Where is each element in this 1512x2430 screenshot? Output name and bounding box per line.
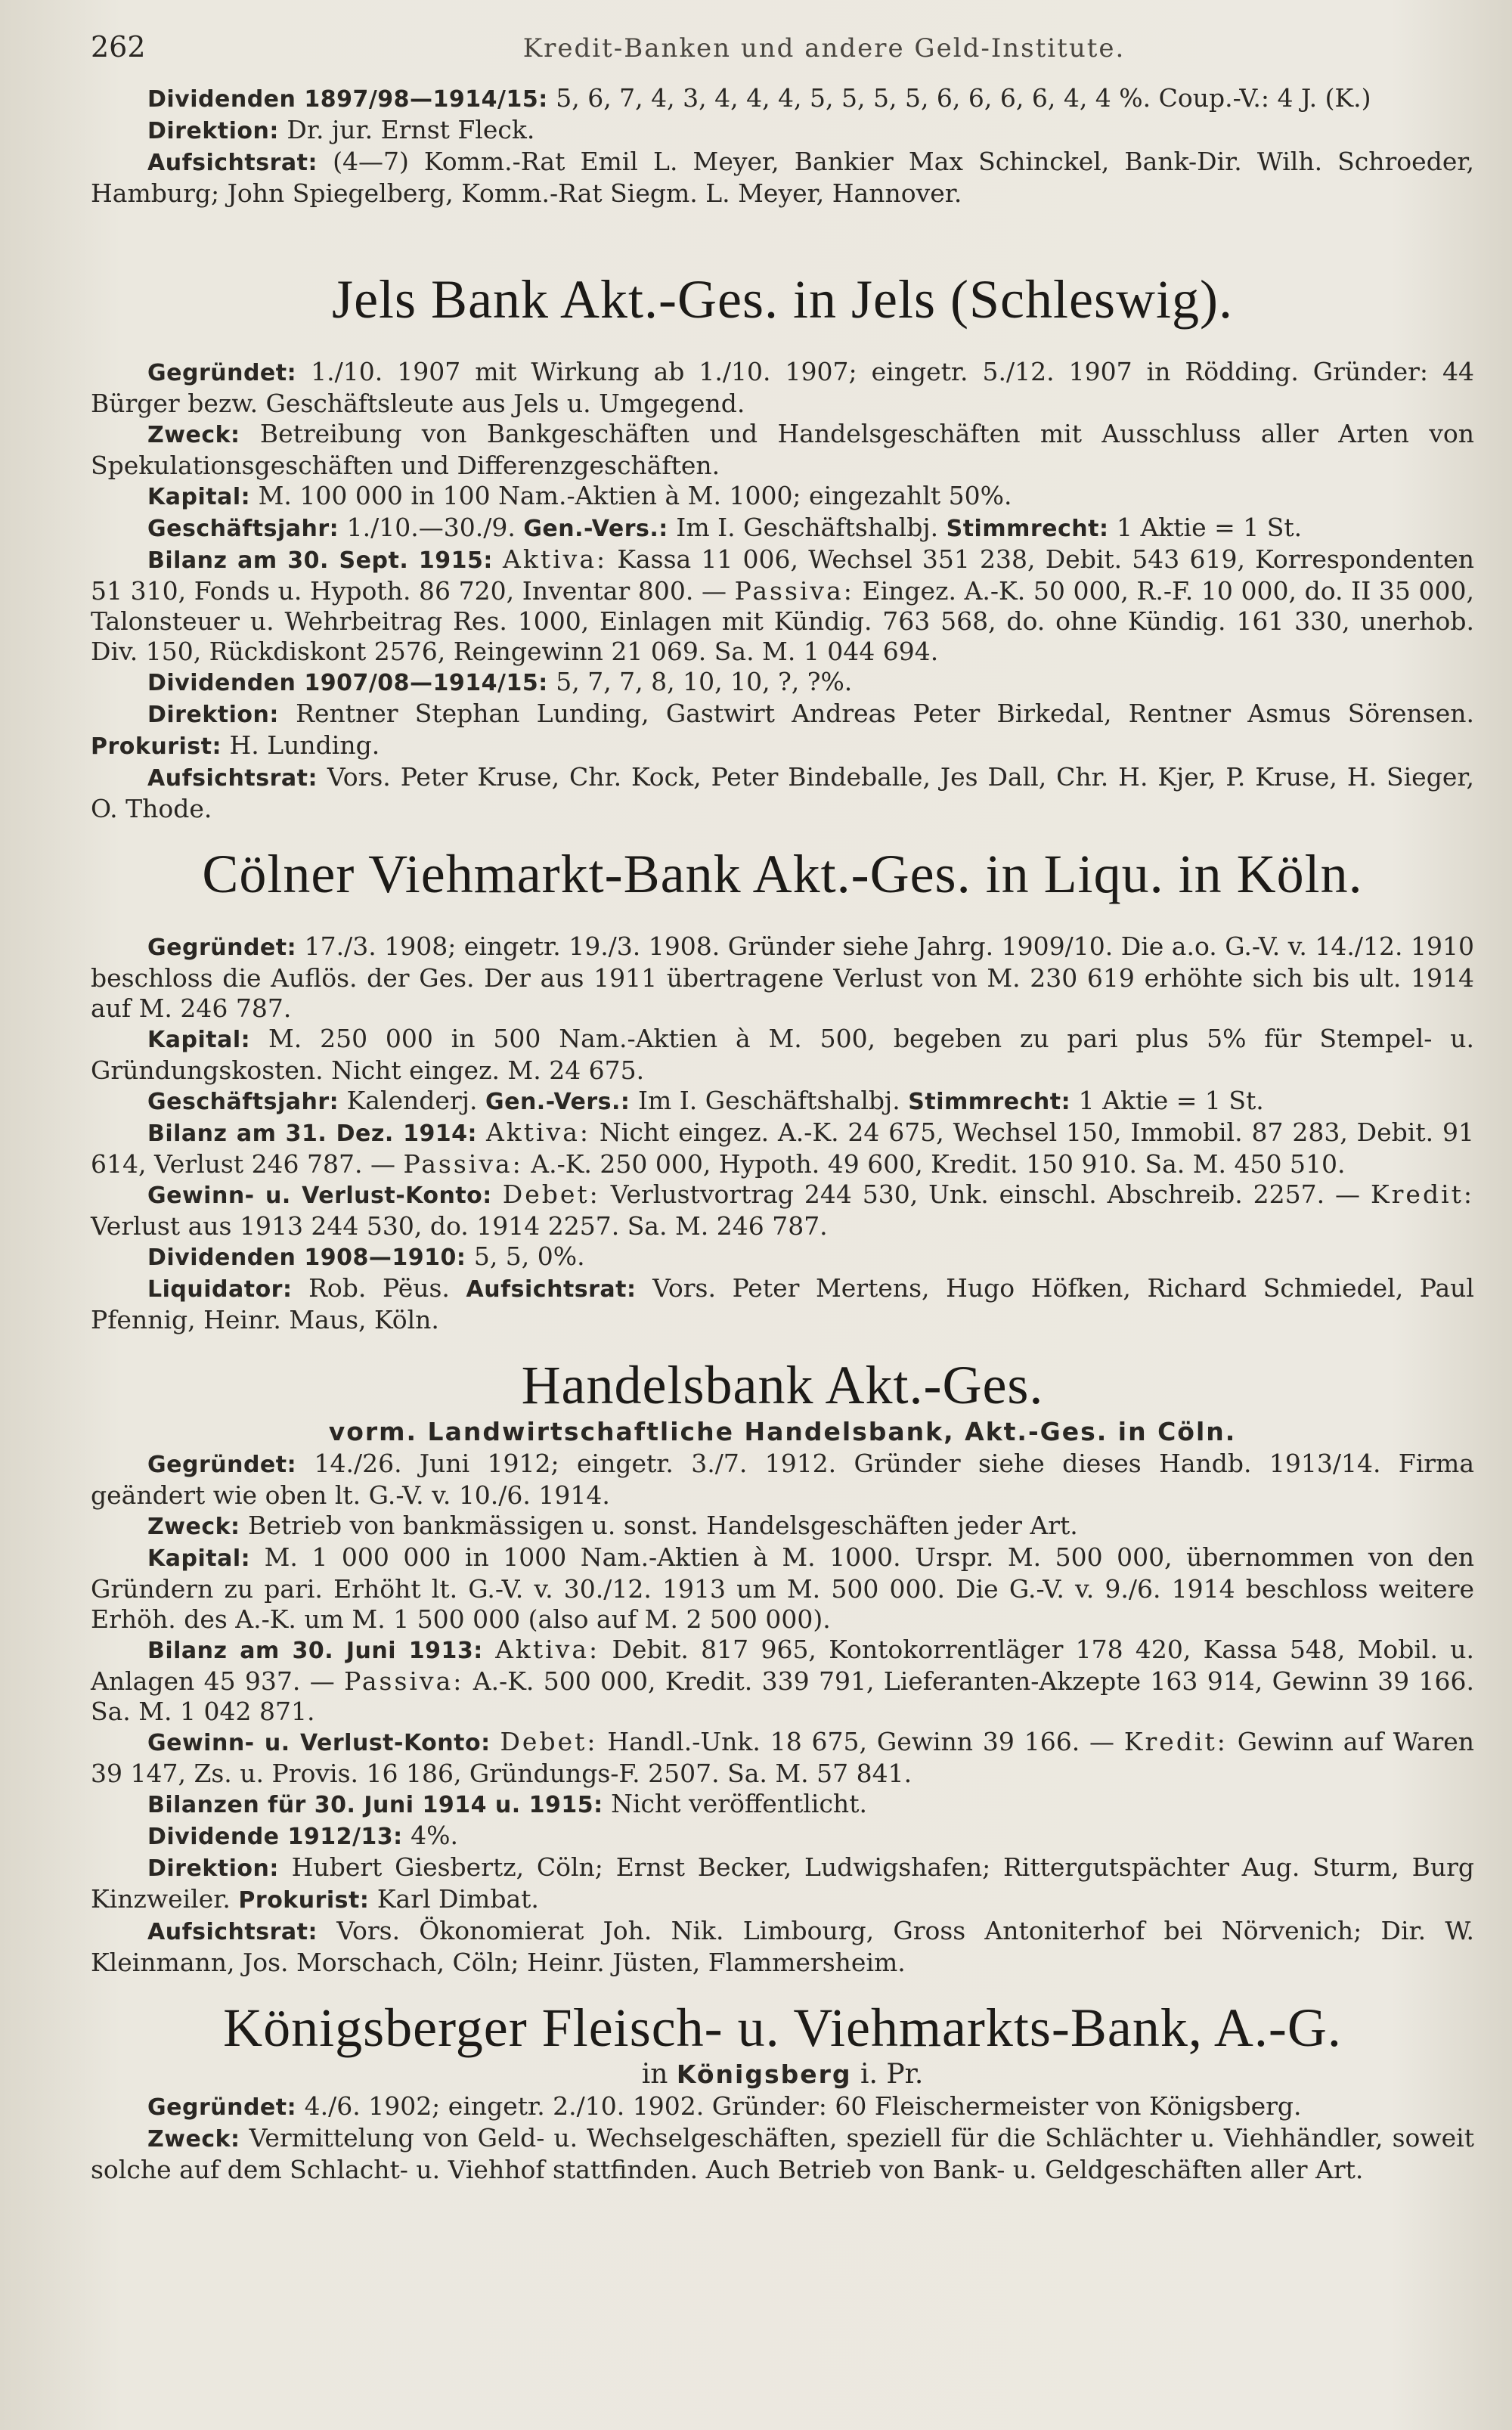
dividenden-paragraph bbox=[91, 1241, 1474, 1273]
dividenden-label: Dividenden 1897/98—1914/15: bbox=[147, 86, 548, 113]
bilanz-label: Bilanz am 30. Sept. 1915: bbox=[147, 547, 493, 574]
direktion-paragraph bbox=[91, 1852, 1474, 1916]
bank-subtitle bbox=[91, 2058, 1474, 2091]
direktion-label: Direktion: bbox=[147, 1855, 279, 1882]
aufsichtsrat-paragraph bbox=[91, 1916, 1474, 1978]
zweck-label: Zweck: bbox=[147, 1514, 240, 1540]
bilanz-passiva: Eingez. A.-K. 50 000, R.-F. 10 000, do. II 35 000, Talonsteuer u. Wehrbeitrag Res. 1000, Einlagen mit Kündig. 763 568, do. ohne Kündig. 161 330, unerhob. Div. 150, Rückdiskont 2576, Reingewinn 21 069. Sa. M. 1 044 694. bbox=[91, 576, 1474, 666]
gegruendet-label: Gegründet: bbox=[147, 2094, 297, 2121]
dividende-text: 4%. bbox=[411, 1821, 459, 1850]
geschaeftsjahr-paragraph bbox=[91, 1086, 1474, 1117]
gewinn-debet: Verlustvortrag 244 530, Unk. einschl. Abschreib. 2257. — bbox=[610, 1179, 1361, 1209]
gewinn-paragraph bbox=[91, 1727, 1474, 1789]
geschaeftsjahr-paragraph bbox=[91, 513, 1474, 544]
bank-subtitle-text: vorm. Landwirtschaftliche Handelsbank, Akt.-Ges. in Cöln. bbox=[328, 1417, 1237, 1446]
zweck-paragraph bbox=[91, 2123, 1474, 2185]
geschaeftsjahr-text: 1./10.—30./9. bbox=[346, 513, 516, 542]
aufsichtsrat-text: Vors. Ökonomierat Joh. Nik. Limbourg, Gross Antoniterhof bei Nörvenich; Dir. W. Kleinmann, Jos. Morschach, Cöln; Heinr. Jüsten, Flammersheim. bbox=[91, 1916, 1474, 1977]
gegruendet-paragraph bbox=[91, 1449, 1474, 1511]
gewinn-label: Gewinn- u. Verlust-Konto: bbox=[147, 1730, 491, 1756]
debet-word: Debet: bbox=[502, 1179, 600, 1209]
prokurist-label: Prokurist: bbox=[91, 733, 222, 760]
bilanz-label: Bilanz am 30. Juni 1913: bbox=[147, 1638, 483, 1664]
genvers-label: Gen.-Vers.: bbox=[523, 516, 668, 542]
gegruendet-label: Gegründet: bbox=[147, 360, 297, 386]
dividenden-paragraph bbox=[91, 667, 1474, 699]
gewinn-label: Gewinn- u. Verlust-Konto: bbox=[147, 1182, 492, 1209]
dividenden-text: 5, 5, 0%. bbox=[473, 1241, 585, 1271]
stimmrecht-label: Stimmrecht: bbox=[946, 516, 1109, 542]
direktion-text: Rentner Stephan Lunding, Gastwirt Andreas Peter Birkedal, Rentner Asmus Sörensen. bbox=[296, 699, 1474, 728]
liquidator-paragraph bbox=[91, 1273, 1474, 1335]
kapital-label: Kapital: bbox=[147, 1027, 251, 1053]
subtitle-city: Königsberg bbox=[676, 2060, 852, 2089]
direktion-label: Direktion: bbox=[147, 118, 279, 144]
aufsichtsrat-label: Aufsichtsrat: bbox=[147, 150, 318, 176]
direktion-paragraph bbox=[91, 699, 1474, 762]
aktiva-word: Aktiva: bbox=[485, 1117, 591, 1147]
geschaeftsjahr-label: Geschäftsjahr: bbox=[147, 516, 339, 542]
aufsichtsrat-label: Aufsichtsrat: bbox=[466, 1276, 637, 1303]
dividende-paragraph bbox=[91, 1821, 1474, 1852]
bank-title: Jels Bank Akt.-Ges. in Jels (Schleswig). bbox=[332, 269, 1233, 330]
bilanzen-text: Nicht veröffentlicht. bbox=[611, 1789, 867, 1818]
direktion-text: Dr. jur. Ernst Fleck. bbox=[287, 115, 535, 144]
bilanz-paragraph bbox=[91, 1635, 1474, 1727]
zweck-label: Zweck: bbox=[147, 2126, 240, 2153]
bilanz-passiva: A.-K. 500 000, Kredit. 339 791, Lieferanten-Akzepte 163 914, Gewinn 39 166. Sa. M. 1 042 871. bbox=[91, 1666, 1474, 1726]
dividenden-label: Dividenden 1907/08—1914/15: bbox=[147, 670, 548, 696]
zweck-text: Vermittelung von Geld- u. Wechselgeschäften, speziell für die Schlächter u. Viehhändler, soweit solche auf dem Schlacht- u. Viehhof stattfinden. Auch Betrieb von Bank- u. Geldgeschäften aller Art. bbox=[91, 2123, 1474, 2184]
bank-title: Handelsbank Akt.-Ges. bbox=[521, 1355, 1044, 1415]
prokurist-text: H. Lunding. bbox=[229, 730, 380, 760]
dividenden-text: 5, 7, 7, 8, 10, 10, ?, ?%. bbox=[556, 667, 853, 696]
kapital-text: M. 1 000 000 in 1000 Nam.-Aktien à M. 1000. Urspr. M. 500 000, übernommen von den Gründern zu pari. Erhöht lt. G.-V. v. 30./12. 1913 um M. 500 000. Die G.-V. v. 9./6. 1914 beschloss weitere Erhöh. des A.-K. um M. 1 500 000 (also auf M. 2 500 000). bbox=[91, 1542, 1474, 1634]
dividende-label: Dividende 1912/13: bbox=[147, 1824, 403, 1850]
subtitle-suffix: i. Pr. bbox=[860, 2059, 924, 2090]
entry-koenigsberger-bank bbox=[91, 1998, 1474, 2185]
gegruendet-text: 14./26. Juni 1912; eingetr. 3./7. 1912. Gründer siehe dieses Handb. 1913/14. Firma geändert wie oben lt. G.-V. v. 10./6. 1914. bbox=[91, 1449, 1474, 1510]
genvers-text: Im I. Geschäftshalbj. bbox=[676, 513, 939, 542]
gegruendet-text: 4./6. 1902; eingetr. 2./10. 1902. Gründer: 60 Fleischermeister von Königsberg. bbox=[304, 2091, 1302, 2121]
aufsichtsrat-text: Vors. Peter Kruse, Chr. Kock, Peter Bindeballe, Jes Dall, Chr. H. Kjer, P. Kruse, H. Sieger, O. Thode. bbox=[91, 762, 1474, 823]
prokurist-label: Prokurist: bbox=[238, 1887, 370, 1914]
kapital-label: Kapital: bbox=[147, 1545, 251, 1572]
genvers-text: Im I. Geschäftshalbj. bbox=[637, 1086, 900, 1115]
previous-entry bbox=[91, 83, 1474, 250]
bilanz-aktiva: Nicht eingez. A.-K. 24 675, Wechsel 150, Immobil. 87 283, Debit. 91 614, Verlust 246 787. — bbox=[91, 1117, 1474, 1179]
aktiva-word: Aktiva: bbox=[495, 1635, 600, 1664]
aufsichtsrat-label: Aufsichtsrat: bbox=[147, 765, 318, 792]
aufsichtsrat-label: Aufsichtsrat: bbox=[147, 1919, 318, 1945]
kredit-word: Kredit: bbox=[1123, 1727, 1228, 1756]
geschaeftsjahr-label: Geschäftsjahr: bbox=[147, 1089, 339, 1115]
genvers-label: Gen.-Vers.: bbox=[485, 1089, 631, 1115]
bilanz-paragraph bbox=[91, 1117, 1474, 1179]
aktiva-word: Aktiva: bbox=[503, 544, 608, 574]
gewinn-kredit: Verlust aus 1913 244 530, do. 1914 2257. Sa. M. 246 787. bbox=[91, 1211, 828, 1241]
gegruendet-paragraph bbox=[91, 931, 1474, 1024]
prokurist-text: Karl Dimbat. bbox=[376, 1884, 539, 1914]
stimmrecht-text: 1 Aktie = 1 St. bbox=[1116, 513, 1303, 542]
gegruendet-text: 1./10. 1907 mit Wirkung ab 1./10. 1907; eingetr. 5./12. 1907 in Rödding. Gründer: 44 Bürger bezw. Geschäftsleute aus Jels u. Umgegend. bbox=[91, 357, 1474, 418]
kapital-paragraph bbox=[91, 481, 1474, 513]
passiva-word: Passiva: bbox=[403, 1149, 523, 1179]
subtitle-prefix: in bbox=[641, 2059, 668, 2090]
zweck-paragraph bbox=[91, 419, 1474, 481]
zweck-text: Betreibung von Bankgeschäften und Handelsgeschäften mit Ausschluss aller Arten von Spekulationsgeschäften und Differenzgeschäften. bbox=[91, 419, 1474, 480]
zweck-text: Betrieb von bankmässigen u. sonst. Handelsgeschäften jeder Art. bbox=[248, 1511, 1078, 1540]
direktion-label: Direktion: bbox=[147, 702, 279, 728]
running-title: Kredit-Banken und andere Geld-Institute. bbox=[522, 33, 1126, 64]
entry-coelner-viehmarkt-bank bbox=[91, 844, 1474, 1335]
kapital-paragraph bbox=[91, 1024, 1474, 1086]
gewinn-debet: Handl.-Unk. 18 675, Gewinn 39 166. — bbox=[607, 1727, 1115, 1756]
gewinn-kredit: Gewinn auf Waren 39 147, Zs. u. Provis. 16 186, Gründungs-F. 2507. Sa. M. 57 841. bbox=[91, 1727, 1475, 1788]
dividenden-text: 5, 6, 7, 4, 3, 4, 4, 4, 5, 5, 5, 5, 6, 6, 6, 6, 4, 4 %. Coup.-V.: 4 J. (K.) bbox=[556, 83, 1371, 113]
liquidator-label: Liquidator: bbox=[147, 1276, 293, 1303]
gegruendet-label: Gegründet: bbox=[147, 934, 297, 961]
zweck-paragraph bbox=[91, 1511, 1474, 1542]
gegruendet-text: 17./3. 1908; eingetr. 19./3. 1908. Gründer siehe Jahrg. 1909/10. Die a.o. G.-V. v. 14./12. 1910 beschloss die Auflös. der Ges. Der aus 1911 übertragene Verlust von M. 230 619 erhöhte sich bis ult. 1914 auf M. 246 787. bbox=[91, 931, 1474, 1023]
debet-word: Debet: bbox=[500, 1727, 598, 1756]
kapital-text: M. 250 000 in 500 Nam.-Aktien à M. 500, begeben zu pari plus 5% für Stempel- u. Gründungskosten. Nicht eingez. M. 24 675. bbox=[91, 1024, 1474, 1085]
entry-handelsbank bbox=[91, 1355, 1474, 1978]
entry-jels-bank bbox=[91, 269, 1474, 824]
bilanz-aktiva: Kassa 11 006, Wechsel 351 238, Debit. 543 619, Korrespondenten 51 310, Fonds u. Hypoth. 86 720, Inventar 800. — bbox=[91, 544, 1474, 606]
bilanzen-paragraph bbox=[91, 1789, 1474, 1821]
kapital-paragraph bbox=[91, 1542, 1474, 1635]
bank-title: Königsberger Fleisch- u. Viehmarkts-Bank, A.-G. bbox=[223, 1998, 1342, 2058]
kredit-word: Kredit: bbox=[1371, 1179, 1475, 1209]
gewinn-paragraph bbox=[91, 1179, 1474, 1241]
aufsichtsrat-text: Vors. Peter Mertens, Hugo Höfken, Richard Schmiedel, Paul Pfennig, Heinr. Maus, Köln. bbox=[91, 1273, 1474, 1334]
bilanz-passiva: A.-K. 250 000, Hypoth. 49 600, Kredit. 150 910. Sa. M. 450 510. bbox=[531, 1149, 1346, 1179]
bilanzen-label: Bilanzen für 30. Juni 1914 u. 1915: bbox=[147, 1792, 603, 1818]
gegruendet-label: Gegründet: bbox=[147, 1452, 297, 1478]
aufsichtsrat-text: (4—7) Komm.-Rat Emil L. Meyer, Bankier Max Schinckel, Bank-Dir. Wilh. Schroeder, Hamburg; John Spiegelberg, Komm.-Rat Siegm. L. Meyer, Hannover. bbox=[91, 147, 1474, 208]
aufsichtsrat-paragraph bbox=[91, 147, 1474, 209]
liquidator-text: Rob. Pëus. bbox=[308, 1273, 450, 1303]
stimmrecht-label: Stimmrecht: bbox=[908, 1089, 1071, 1115]
dividenden-paragraph bbox=[91, 83, 1474, 115]
passiva-word: Passiva: bbox=[344, 1666, 464, 1696]
kapital-text: M. 100 000 in 100 Nam.-Aktien à M. 1000; eingezahlt 50%. bbox=[258, 481, 1012, 510]
aufsichtsrat-paragraph bbox=[91, 762, 1474, 824]
running-head bbox=[91, 30, 1474, 83]
gegruendet-paragraph bbox=[91, 2091, 1474, 2123]
bank-title: Cölner Viehmarkt-Bank Akt.-Ges. in Liqu. in Köln. bbox=[202, 844, 1363, 904]
bilanz-paragraph bbox=[91, 544, 1474, 667]
direktion-text: Hubert Giesbertz, Cöln; Ernst Becker, Ludwigshafen; Rittergutspächter Aug. Sturm, Burg Kinzweiler. bbox=[91, 1852, 1474, 1914]
passiva-word: Passiva: bbox=[734, 576, 854, 606]
bilanz-label: Bilanz am 31. Dez. 1914: bbox=[147, 1120, 478, 1147]
gegruendet-paragraph bbox=[91, 357, 1474, 419]
zweck-label: Zweck: bbox=[147, 422, 240, 448]
kapital-label: Kapital: bbox=[147, 484, 251, 510]
bank-subtitle bbox=[91, 1415, 1474, 1449]
dividenden-label: Dividenden 1908—1910: bbox=[147, 1244, 466, 1271]
page-number: 262 bbox=[91, 30, 146, 64]
bilanz-aktiva: Debit. 817 965, Kontokorrentläger 178 420, Kassa 548, Mobil. u. Anlagen 45 937. — bbox=[91, 1635, 1475, 1696]
direktion-paragraph bbox=[91, 115, 1474, 147]
geschaeftsjahr-text: Kalenderj. bbox=[346, 1086, 478, 1115]
stimmrecht-text: 1 Aktie = 1 St. bbox=[1078, 1086, 1264, 1115]
